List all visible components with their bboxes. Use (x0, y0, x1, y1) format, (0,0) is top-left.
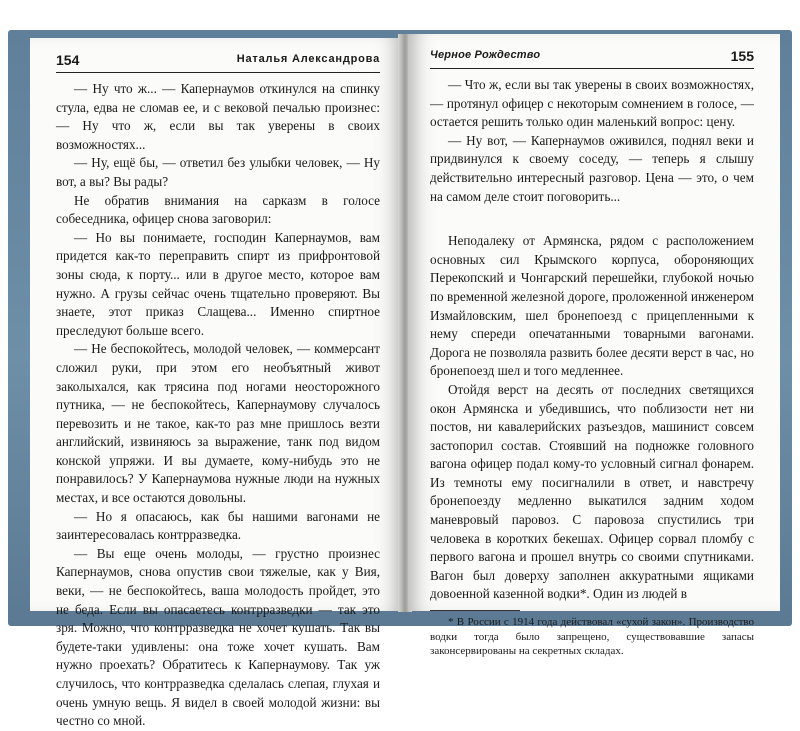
paragraph: Не обратив внимания на сарказм в голосе собеседника, офицер снова заговорил: (56, 192, 380, 227)
paragraph: — Вы еще очень молоды, — грустно произнес Капернаумов, снова опустив свои тяжелые, как у Вия, веки, — не беспокойтесь, ваша молодость пройдет, это не беда. Если вы опасаетесь контрразведки — так это зря. Можно, что контрразведка не хочет кушать. Так вы будете-таки удивлены: она тоже хочет кушать. Вам нужно проехать? Обратитесь к Капернаумову. Так уж случилось, что контрразведка сделалась слепая, глухая и очень умную вещь. Я видел в своей молодой жизни: вы честно со мной. (56, 545, 380, 729)
right-page-header (430, 48, 754, 69)
paragraph: — Ну, ещё бы, — ответил без улыбки человек, — Ну вот, а вы? Вы рады? (56, 155, 380, 189)
paragraph: Отойдя верст на десять от последних светящихся окон Армянска и убедившись, что поблизости нет ни постов, ни кавалерийских разъездов, машинист совсем застопорил состав. Стоявший на подножке головного вагона офицер подал кому-то условный сигнал фонарем. Из темноты ему посигналили в ответ, и навстречу бронепоезду медленно выкатился задним ходом маневровый паровоз. С паровоза спустились три человека в коротких бекешах. Офицер сорвал пломбу с первого вагона и прошел внутрь со своими спутниками. Вагон был доверху заполнен аккуратными ящиками довоенной казенной водки*. Один из людей в (430, 381, 754, 602)
paragraph: — Ну что ж... — Капернаумов откинулся на спинку стула, едва не сломав ее, и с вековой печалью произнес: — Ну что ж, если вы так уверены в своих возможностях... (56, 81, 380, 152)
footnote: * В России с 1914 года действовал «сухой закон». Производство водки тогда было запрещено, существовавшие запасы законсервированы на секретных складах. (430, 616, 754, 658)
left-page-text (56, 80, 380, 731)
section-break (430, 206, 754, 232)
page-number: 155 (730, 48, 754, 64)
paragraph: — Не беспокойтесь, молодой человек, — коммерсант сложил руки, при этом его необъятный живот заколыхался, как трясина под ногами неосторожного путника, — не беспокойтесь, Капернаумову случалось перевозить и не такое, как-то раз мне пришлось везти английский, извиняюсь за выражение, танк под видом конской упряжи. И вы думаете, кому-нибудь это не понравилось? У Капернаумова нужные люди на нужных местах, и все остаются довольны. (56, 341, 380, 506)
page-number: 154 (56, 52, 80, 68)
right-page (408, 34, 780, 658)
running-head-title: Черное Рождество (430, 49, 541, 61)
paragraph: — Ну вот, — Капернаумов оживился, поднял веки и придвинулся к своему соседу, — теперь я слышу действительно интересный разговор. Цена — это, о чем на самом деле стоит поговорить... (430, 132, 754, 204)
footnote-divider (430, 610, 520, 611)
left-page-header (56, 52, 380, 73)
paragraph: — Но я опасаюсь, как бы нашими вагонами не заинтересовалась контрразведка. (56, 508, 380, 543)
paragraph: Неподалеку от Армянска, рядом с расположением основных сил Крымского корпуса, обороняющих Перекопский и Чонгарский перешейки, глубокой ночью по временной железной дороге, проложенной инженером Измайловским, шел бронепоезд с прицепленными к нему спереди опечатанными товарными вагонами. Дорога не позволяла развить более десяти верст в час, но бронепоезд шел и того медленнее. (430, 233, 754, 379)
paragraph: — Но вы понимаете, господин Капернаумов, вам придется как-то переправить спирт из прифронтовой зоны сюда, к порту... или в другое место, которое вам нужно. А грузы сейчас очень тщательно проверяют. Вы знаете, этот приказ Слащева... Именно спиртное преследуют больше всего. (56, 229, 380, 338)
left-page (30, 38, 402, 729)
running-head-author: Наталья Александрова (236, 53, 380, 65)
right-page-text (430, 76, 754, 659)
paragraph: — Что ж, если вы так уверены в своих возможностях, — протянул офицер с некоторым сомнением в голосе, — остается решить только один маленький вопрос: цену. (430, 77, 754, 130)
